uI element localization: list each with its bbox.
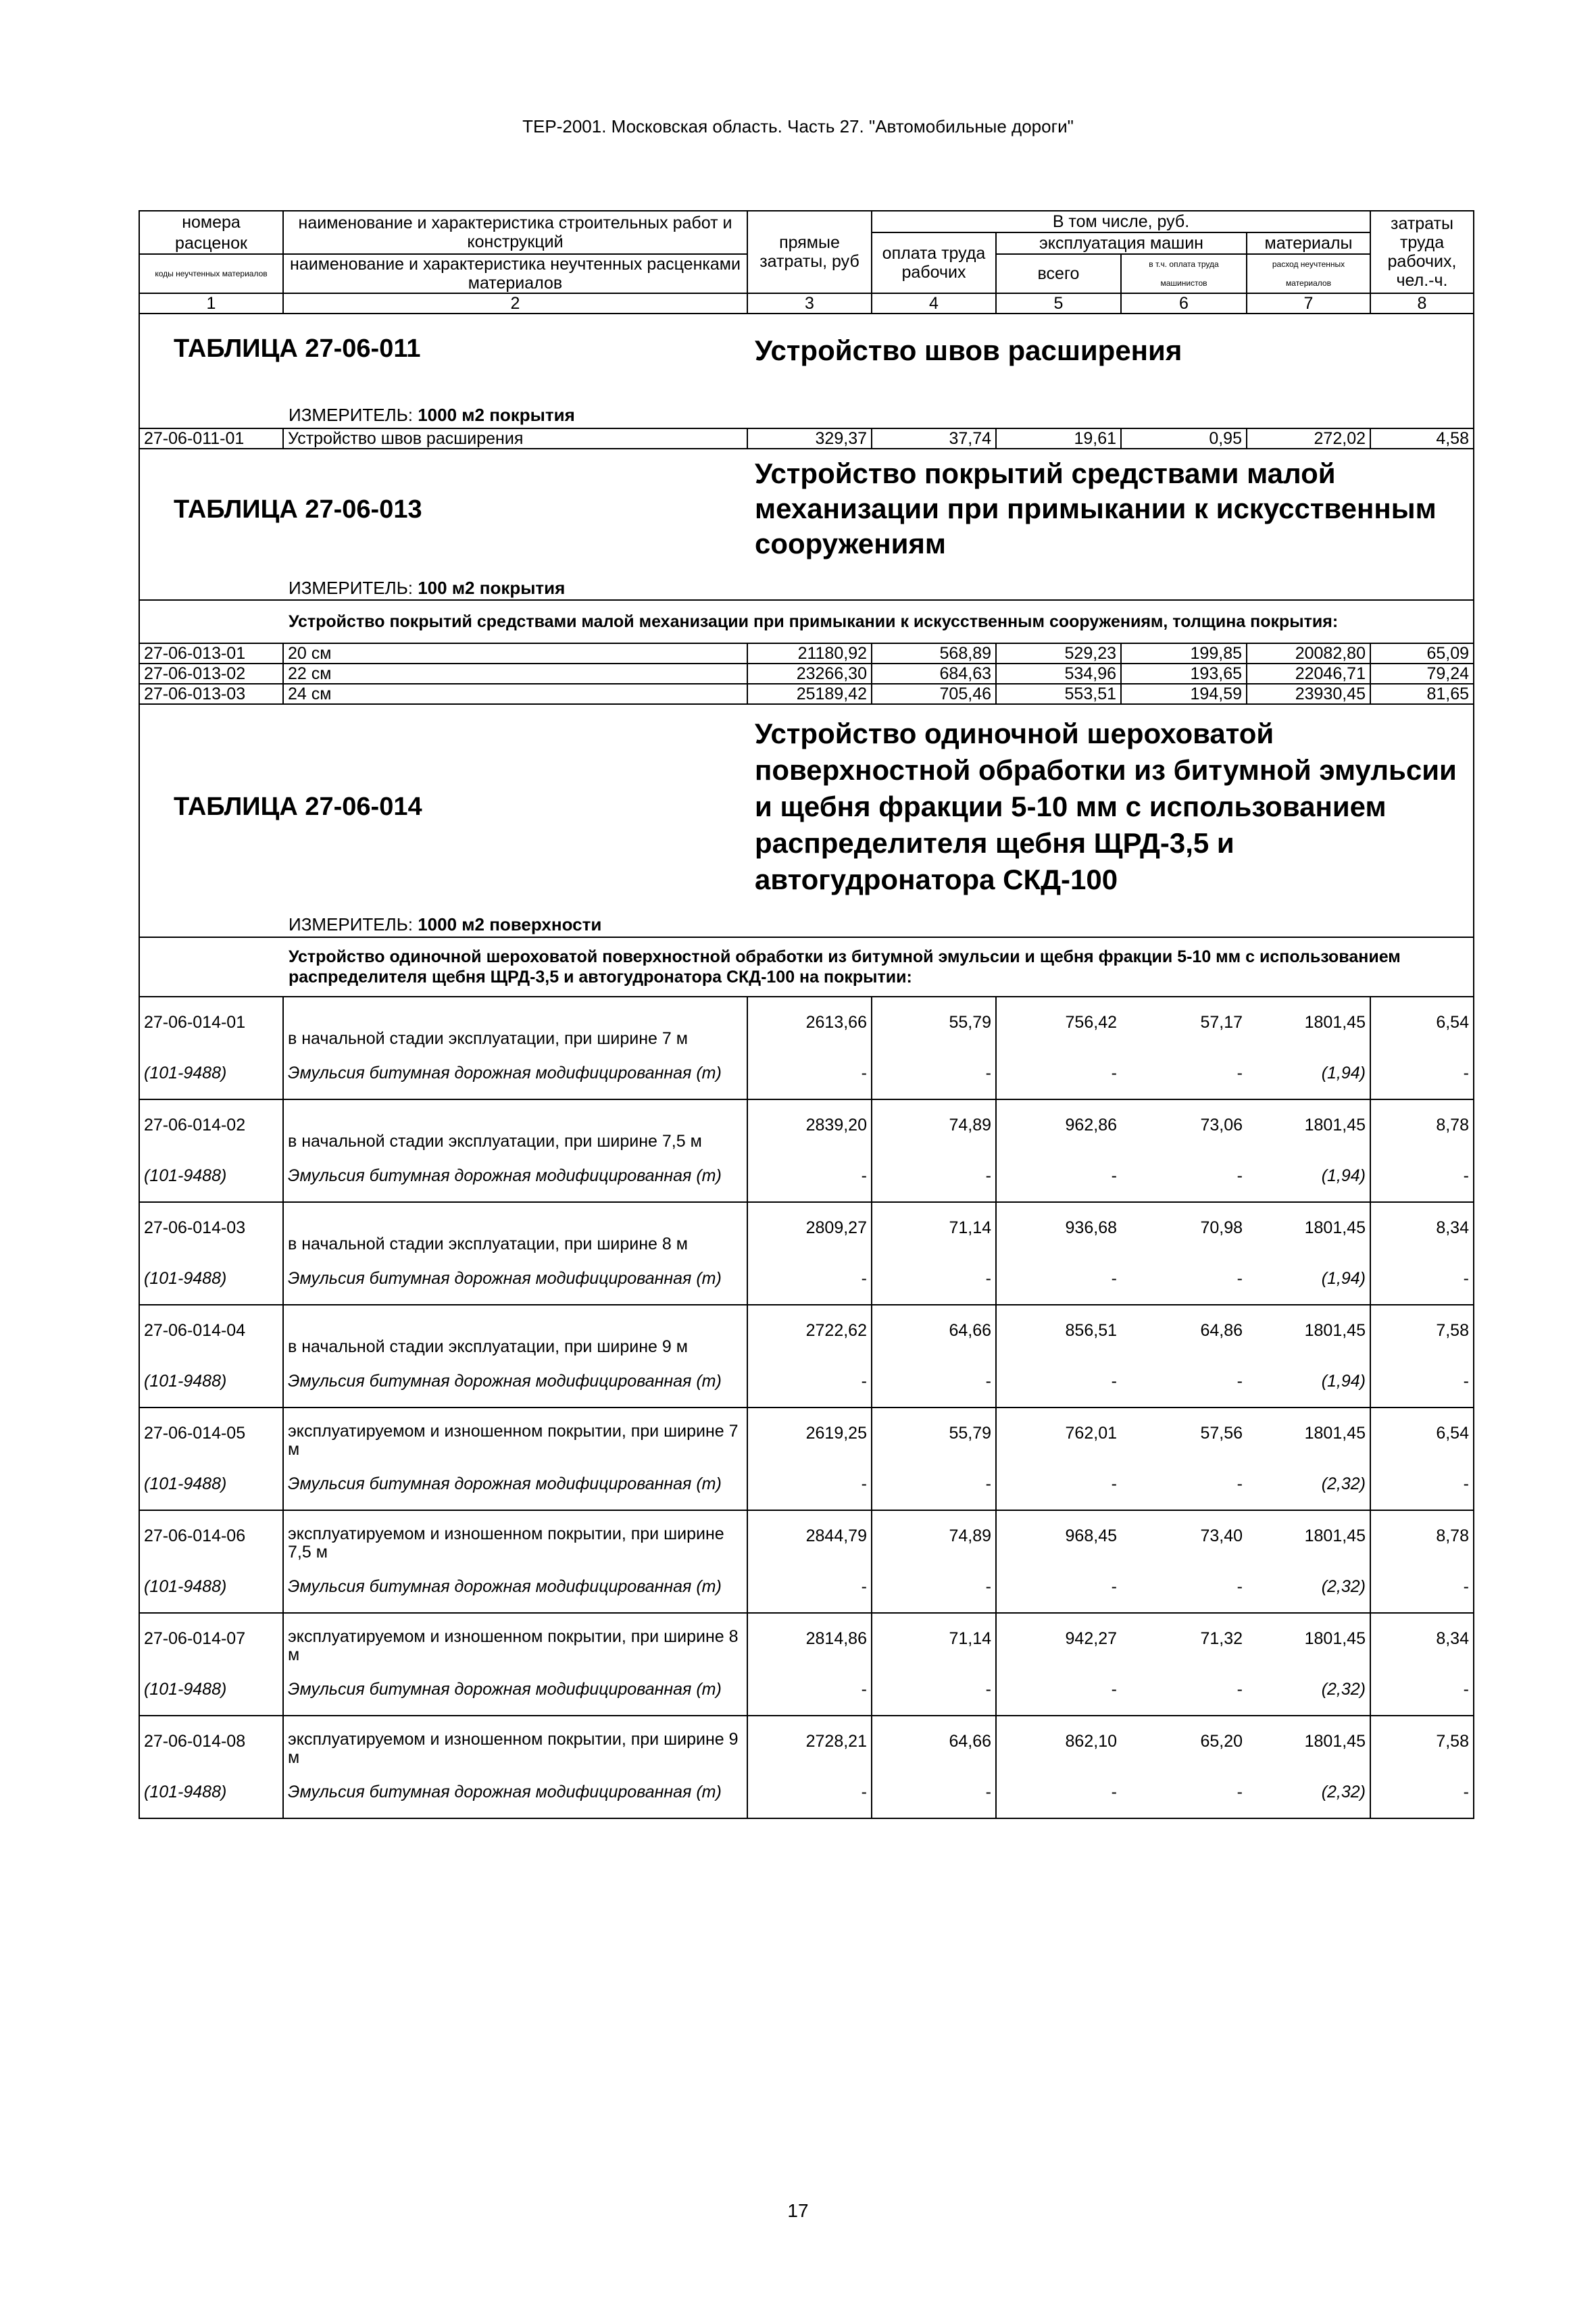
row-mach-lab: 64,86	[1121, 1305, 1247, 1356]
material-row	[139, 1664, 1474, 1716]
row-mat: 1801,45	[1247, 997, 1370, 1048]
material-code: (101-9488)	[139, 1459, 283, 1510]
col4-header: оплата труда рабочих	[872, 232, 996, 293]
dash: -	[747, 1048, 872, 1099]
row-name: эксплуатируемом и изношенном покрытии, при ширине 9 м	[283, 1716, 747, 1767]
material-quantity: (1,94)	[1247, 1356, 1370, 1408]
dash: -	[996, 1767, 1121, 1818]
section-description: Устройство покрытий средствами малой механизации при примыкании к искусственным сооружениям	[755, 457, 1437, 559]
col8-header: затраты труда рабочих, чел.-ч.	[1370, 211, 1474, 293]
table-row	[139, 428, 1474, 449]
row-name: эксплуатируемом и изношенном покрытии, при ширине 7,5 м	[283, 1510, 747, 1562]
dash: -	[872, 1767, 996, 1818]
material-code: (101-9488)	[139, 1356, 283, 1408]
dash: -	[872, 1459, 996, 1510]
section-meter: ИЗМЕРИТЕЛЬ: 1000 м2 покрытия	[289, 405, 575, 425]
material-name: Эмульсия битумная дорожная модифицированная (т)	[283, 1664, 747, 1716]
material-code: (101-9488)	[139, 1151, 283, 1202]
dash: -	[1121, 1048, 1247, 1099]
group-header: В том числе, руб.	[872, 211, 1370, 232]
material-code: (101-9488)	[139, 1767, 283, 1818]
row-mach: 19,61	[996, 428, 1121, 449]
row-labor: 74,89	[872, 1510, 996, 1562]
dash: -	[1121, 1356, 1247, 1408]
row-mach-lab: 57,17	[1121, 997, 1247, 1048]
material-name: Эмульсия битумная дорожная модифицированная (т)	[283, 1151, 747, 1202]
dash: -	[1370, 1048, 1474, 1099]
dash: -	[1370, 1562, 1474, 1613]
dash: -	[747, 1151, 872, 1202]
table-row	[139, 997, 1474, 1048]
row-direct: 2844,79	[747, 1510, 872, 1562]
row-mat: 272,02	[1247, 428, 1370, 449]
table-27-06-014-body	[139, 997, 1474, 1818]
material-quantity: (2,32)	[1247, 1664, 1370, 1716]
dash: -	[747, 1562, 872, 1613]
section-title: ТАБЛИЦА 27-06-014	[174, 793, 422, 821]
material-name: Эмульсия битумная дорожная модифицированная (т)	[283, 1767, 747, 1818]
dash: -	[1121, 1151, 1247, 1202]
row-labor: 64,66	[872, 1716, 996, 1767]
row-hours: 7,58	[1370, 1716, 1474, 1767]
row-hours: 8,34	[1370, 1202, 1474, 1253]
row-mach-lab: 71,32	[1121, 1613, 1247, 1664]
row-hours: 6,54	[1370, 997, 1474, 1048]
table-row	[139, 1510, 1474, 1562]
dash: -	[1370, 1767, 1474, 1818]
document-header: ТЕР-2001. Московская область. Часть 27. "Автомобильные дороги"	[522, 116, 1074, 136]
dash: -	[747, 1253, 872, 1305]
section-meter: ИЗМЕРИТЕЛЬ: 1000 м2 поверхности	[289, 914, 602, 935]
row-code: 27-06-014-06	[139, 1510, 283, 1562]
section-meter: ИЗМЕРИТЕЛЬ: 100 м2 покрытия	[289, 578, 566, 598]
row-mach: 942,27	[996, 1613, 1121, 1664]
dash: -	[1370, 1459, 1474, 1510]
dash: -	[996, 1356, 1121, 1408]
colnum-3: 3	[747, 293, 872, 314]
dash: -	[996, 1151, 1121, 1202]
section-note: Устройство покрытий средствами малой механизации при примыкании к искусственным сооружениям, толщина покрытия:	[139, 600, 1474, 643]
material-row	[139, 1253, 1474, 1305]
row-mach: 862,10	[996, 1716, 1121, 1767]
section-description: Устройство швов расширения	[755, 334, 1182, 366]
row-code: 27-06-014-01	[139, 997, 283, 1048]
col3-header: прямые затраты, руб	[747, 211, 872, 293]
material-row	[139, 1356, 1474, 1408]
row-labor: 71,14	[872, 1202, 996, 1253]
row-hours: 7,58	[1370, 1305, 1474, 1356]
material-name: Эмульсия битумная дорожная модифицированная (т)	[283, 1048, 747, 1099]
row-hours: 8,78	[1370, 1510, 1474, 1562]
col2-header-bottom: наименование и характеристика неучтенных расценками материалов	[283, 254, 747, 293]
row-mach-lab: 57,56	[1121, 1408, 1247, 1459]
row-code: 27-06-014-03	[139, 1202, 283, 1253]
table-row: 27-06-013-02 22 см 23266,30 684,63 534,96 193,65 22046,71 79,24	[139, 664, 1474, 684]
row-mach-lab: 0,95	[1121, 428, 1247, 449]
material-quantity: (1,94)	[1247, 1048, 1370, 1099]
row-labor: 64,66	[872, 1305, 996, 1356]
dash: -	[1121, 1767, 1247, 1818]
colnum-8: 8	[1370, 293, 1474, 314]
row-name: эксплуатируемом и изношенном покрытии, при ширине 7 м	[283, 1408, 747, 1459]
row-name: в начальной стадии эксплуатации, при ширине 9 м	[283, 1305, 747, 1356]
dash: -	[872, 1151, 996, 1202]
table-row	[139, 1202, 1474, 1253]
row-code: 27-06-014-07	[139, 1613, 283, 1664]
dash: -	[1121, 1459, 1247, 1510]
colnum-1: 1	[139, 293, 283, 314]
dash: -	[1370, 1664, 1474, 1716]
row-code: 27-06-014-08	[139, 1716, 283, 1767]
material-name: Эмульсия битумная дорожная модифицированная (т)	[283, 1562, 747, 1613]
row-direct: 2613,66	[747, 997, 872, 1048]
row-mat: 1801,45	[1247, 1613, 1370, 1664]
row-mach: 962,86	[996, 1099, 1121, 1151]
row-direct: 2814,86	[747, 1613, 872, 1664]
dash: -	[872, 1253, 996, 1305]
dash: -	[996, 1664, 1121, 1716]
material-name: Эмульсия битумная дорожная модифицированная (т)	[283, 1253, 747, 1305]
dash: -	[872, 1048, 996, 1099]
table-row	[139, 1408, 1474, 1459]
section-note: Устройство одиночной шероховатой поверхностной обработки из битумной эмульсии и щебня фракции 5-10 мм с использованием распределителя щебня ЩРД-3,5 и автогудронатора СКД-100 на покрытии:	[139, 937, 1474, 997]
row-mach: 762,01	[996, 1408, 1121, 1459]
page-number: 17	[787, 2200, 809, 2221]
col7-header: расход неучтенных материалов	[1247, 254, 1370, 293]
row-hours: 6,54	[1370, 1408, 1474, 1459]
row-mach: 936,68	[996, 1202, 1121, 1253]
dash: -	[747, 1356, 872, 1408]
row-name: эксплуатируемом и изношенном покрытии, при ширине 8 м	[283, 1613, 747, 1664]
col5-header: всего	[996, 254, 1121, 293]
col6-header: в т.ч. оплата труда машинистов	[1121, 254, 1247, 293]
dash: -	[1121, 1664, 1247, 1716]
row-direct: 2728,21	[747, 1716, 872, 1767]
row-hours: 8,78	[1370, 1099, 1474, 1151]
dash: -	[996, 1048, 1121, 1099]
table-row: 27-06-013-01 20 см 21180,92 568,89 529,23 199,85 20082,80 65,09	[139, 643, 1474, 664]
material-quantity: (2,32)	[1247, 1562, 1370, 1613]
section-title: ТАБЛИЦА 27-06-011	[174, 334, 421, 363]
row-hours: 4,58	[1370, 428, 1474, 449]
row-hours: 8,34	[1370, 1613, 1474, 1664]
material-code: (101-9488)	[139, 1562, 283, 1613]
colnum-4: 4	[872, 293, 996, 314]
row-labor: 74,89	[872, 1099, 996, 1151]
materials-header: материалы	[1247, 232, 1370, 254]
row-mat: 1801,45	[1247, 1716, 1370, 1767]
row-labor: 55,79	[872, 1408, 996, 1459]
table-row: 27-06-013-03 24 см 25189,42 705,46 553,51 194,59 23930,45 81,65	[139, 684, 1474, 704]
table-row	[139, 1613, 1474, 1664]
section-27-06-013	[139, 449, 1474, 600]
material-code: (101-9488)	[139, 1253, 283, 1305]
row-name: в начальной стадии эксплуатации, при ширине 7,5 м	[283, 1099, 747, 1151]
row-mach: 968,45	[996, 1510, 1121, 1562]
dash: -	[872, 1664, 996, 1716]
dash: -	[1370, 1253, 1474, 1305]
section-27-06-014	[139, 704, 1474, 937]
dash: -	[996, 1459, 1121, 1510]
material-row	[139, 1151, 1474, 1202]
row-labor: 37,74	[872, 428, 996, 449]
row-labor: 55,79	[872, 997, 996, 1048]
material-code: (101-9488)	[139, 1664, 283, 1716]
material-quantity: (2,32)	[1247, 1767, 1370, 1818]
col1-header-bottom: коды неучтенных материалов	[139, 254, 283, 293]
material-row	[139, 1562, 1474, 1613]
dash: -	[1121, 1253, 1247, 1305]
row-code: 27-06-014-02	[139, 1099, 283, 1151]
dash: -	[747, 1459, 872, 1510]
price-table	[139, 210, 1474, 1819]
material-quantity: (1,94)	[1247, 1253, 1370, 1305]
dash: -	[1370, 1356, 1474, 1408]
colnum-7: 7	[1247, 293, 1370, 314]
machines-header: эксплуатация машин	[996, 232, 1247, 254]
row-mat: 1801,45	[1247, 1099, 1370, 1151]
row-code: 27-06-014-04	[139, 1305, 283, 1356]
material-row	[139, 1459, 1474, 1510]
dash: -	[1370, 1151, 1474, 1202]
section-title: ТАБЛИЦА 27-06-013	[174, 495, 422, 524]
material-row	[139, 1048, 1474, 1099]
dash: -	[996, 1253, 1121, 1305]
col1-header-top-b: расценок	[139, 232, 283, 254]
material-quantity: (1,94)	[1247, 1151, 1370, 1202]
row-mach-lab: 65,20	[1121, 1716, 1247, 1767]
row-mat: 1801,45	[1247, 1510, 1370, 1562]
row-direct: 2839,20	[747, 1099, 872, 1151]
col2-header-top: наименование и характеристика строительных работ и конструкций	[283, 211, 747, 254]
material-name: Эмульсия битумная дорожная модифицированная (т)	[283, 1356, 747, 1408]
dash: -	[747, 1767, 872, 1818]
dash: -	[1121, 1562, 1247, 1613]
material-quantity: (2,32)	[1247, 1459, 1370, 1510]
row-name: Устройство швов расширения	[283, 428, 747, 449]
row-mat: 1801,45	[1247, 1202, 1370, 1253]
dash: -	[872, 1562, 996, 1613]
row-code: 27-06-014-05	[139, 1408, 283, 1459]
colnum-6: 6	[1121, 293, 1247, 314]
table-row	[139, 1716, 1474, 1767]
row-mach: 856,51	[996, 1305, 1121, 1356]
table-row	[139, 1305, 1474, 1356]
row-mach-lab: 73,40	[1121, 1510, 1247, 1562]
row-mach-lab: 73,06	[1121, 1099, 1247, 1151]
colnum-2: 2	[283, 293, 747, 314]
col1-header-top: номера	[139, 211, 283, 232]
section-description: Устройство одиночной шероховатой поверхностной обработки из битумной эмульсии и щебня фракции 5-10 мм с использованием распределителя щебня ЩРД-3,5 и автогудронатора СКД-100	[755, 718, 1457, 895]
row-mach: 756,42	[996, 997, 1121, 1048]
colnum-5: 5	[996, 293, 1121, 314]
row-mach-lab: 70,98	[1121, 1202, 1247, 1253]
row-code: 27-06-011-01	[139, 428, 283, 449]
row-direct: 2809,27	[747, 1202, 872, 1253]
row-direct: 2722,62	[747, 1305, 872, 1356]
row-labor: 71,14	[872, 1613, 996, 1664]
dash: -	[996, 1562, 1121, 1613]
row-mat: 1801,45	[1247, 1408, 1370, 1459]
dash: -	[872, 1356, 996, 1408]
material-name: Эмульсия битумная дорожная модифицированная (т)	[283, 1459, 747, 1510]
header-row-1	[139, 211, 1474, 232]
row-name: в начальной стадии эксплуатации, при ширине 7 м	[283, 997, 747, 1048]
section-27-06-011	[139, 314, 1474, 428]
material-code: (101-9488)	[139, 1048, 283, 1099]
column-numbers-row	[139, 293, 1474, 314]
row-direct: 2619,25	[747, 1408, 872, 1459]
table-row	[139, 1099, 1474, 1151]
dash: -	[747, 1664, 872, 1716]
row-direct: 329,37	[747, 428, 872, 449]
row-name: в начальной стадии эксплуатации, при ширине 8 м	[283, 1202, 747, 1253]
row-mat: 1801,45	[1247, 1305, 1370, 1356]
material-row	[139, 1767, 1474, 1818]
